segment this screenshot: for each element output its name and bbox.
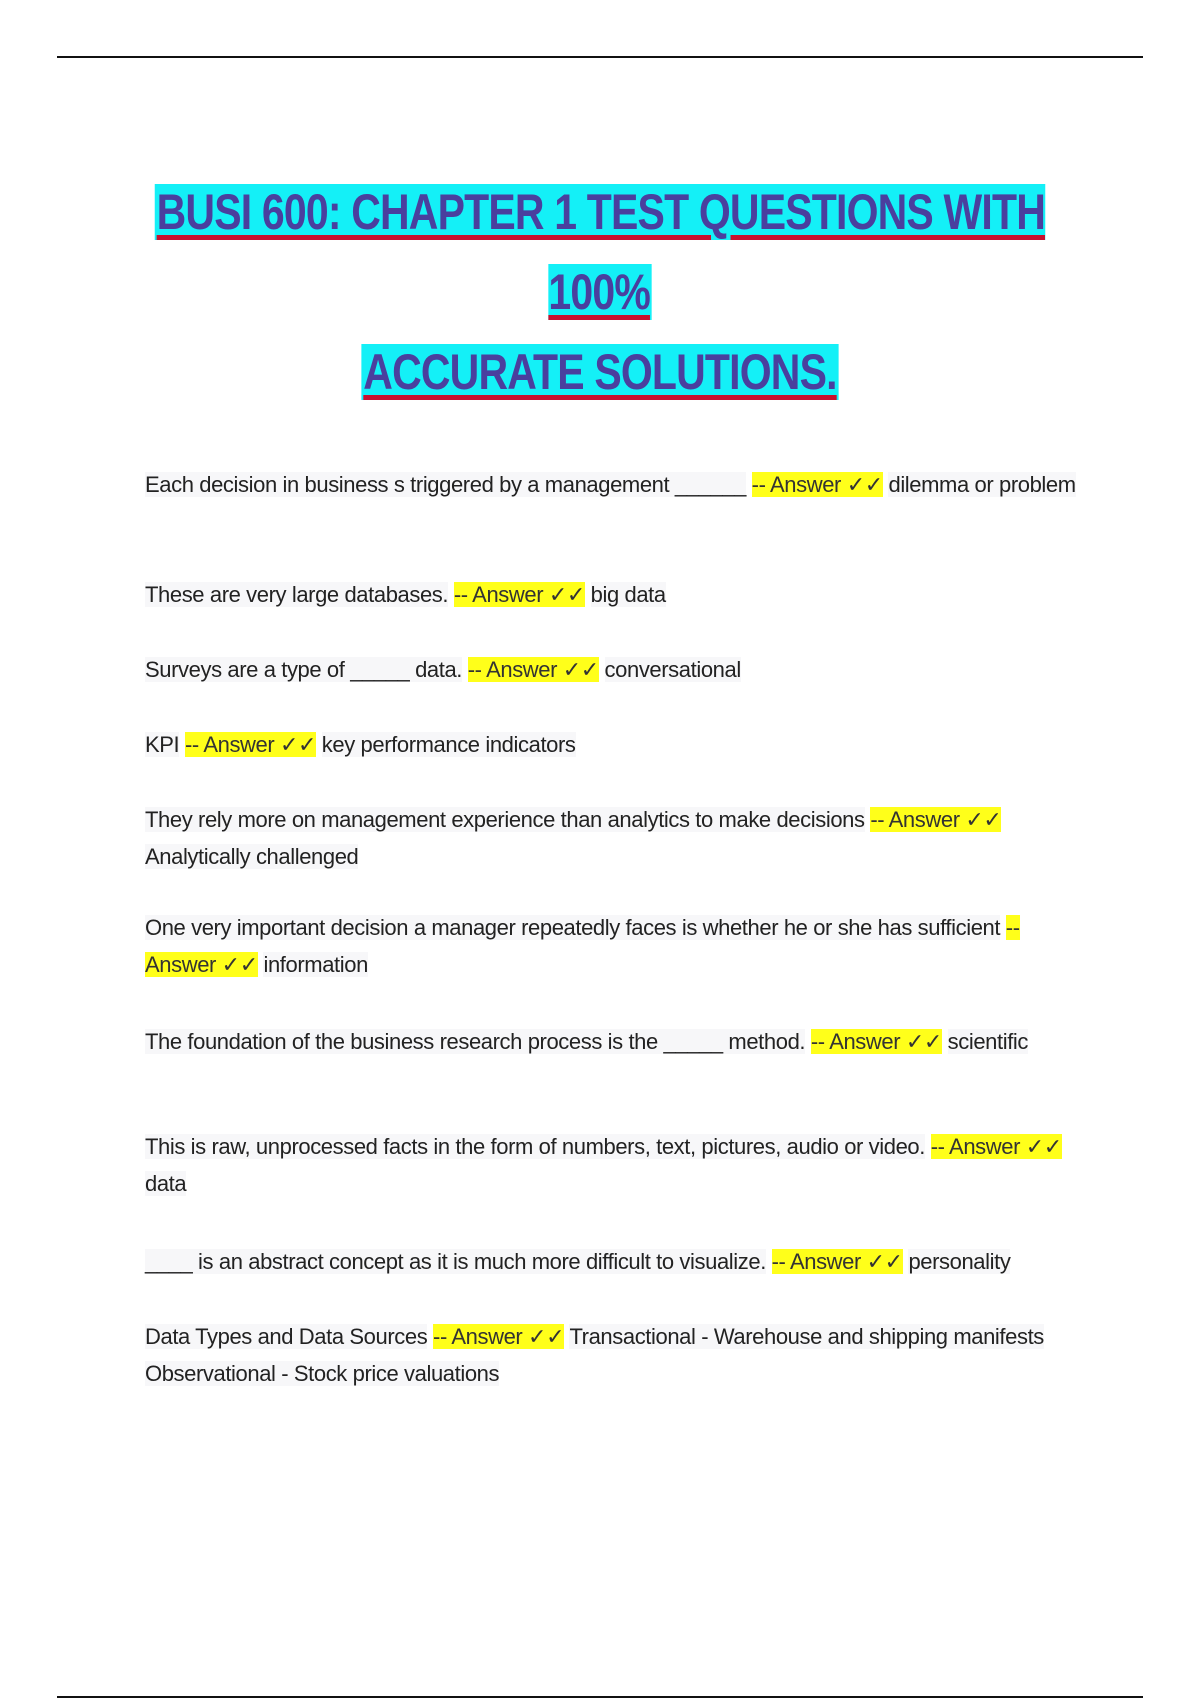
answer-marker: -- Answer ✓✓ [930,1134,1062,1159]
answer: information [263,952,368,977]
answer-marker: -- Answer ✓✓ [145,915,1020,977]
answer-marker: -- Answer ✓✓ [467,657,599,682]
qa-item-1 [145,466,1095,503]
answer-marker: -- Answer ✓✓ [751,472,883,497]
qa-item-6 [145,909,1095,983]
qa-item-3 [145,651,1095,688]
question: Data Types and Data Sources [145,1324,428,1349]
answer-marker: -- Answer ✓✓ [870,807,1002,832]
question: The foundation of the business research process is the _____ method. [145,1029,806,1054]
answer-marker: -- Answer ✓✓ [771,1249,903,1274]
title-line-1: BUSI 600: CHAPTER 1 TEST QUESTIONS WITH 100% [156,184,1046,320]
answer-line-2: Observational - Stock price valuations [145,1361,500,1386]
qa-item-9 [145,1243,1095,1280]
qa-item-10 [145,1318,1095,1392]
question: These are very large databases. [145,582,449,607]
question: They rely more on management experience than analytics to make decisions [145,807,865,832]
document-title [108,172,1092,412]
top-rule [57,56,1143,58]
question: ____ is an abstract concept as it is much more difficult to visualize. [145,1249,766,1274]
answer-marker: -- Answer ✓✓ [433,1324,565,1349]
question: Surveys are a type of _____ data. [145,657,463,682]
answer: Transactional - Warehouse and shipping manifests [569,1324,1044,1349]
question: Each decision in business s triggered by a management ______ [145,472,746,497]
bottom-rule [57,1696,1143,1698]
question: This is raw, unprocessed facts in the form of numbers, text, pictures, audio or video. [145,1134,925,1159]
qa-item-5 [145,801,1095,875]
answer: key performance indicators [321,732,576,757]
qa-item-7 [145,1023,1095,1060]
question: One very important decision a manager repeatedly faces is whether he or she has sufficient [145,915,1001,940]
answer: conversational [604,657,741,682]
qa-item-8 [145,1128,1095,1202]
answer: scientific [947,1029,1029,1054]
answer: Analytically challenged [145,844,359,869]
title-line-2: ACCURATE SOLUTIONS. [363,344,837,400]
qa-item-2 [145,576,1095,613]
answer: dilemma or problem [888,472,1076,497]
answer: data [145,1171,187,1196]
answer: personality [908,1249,1011,1274]
answer: big data [590,582,666,607]
question: KPI [145,732,180,757]
answer-marker: -- Answer ✓✓ [453,582,585,607]
qa-item-4 [145,726,1095,763]
answer-marker: -- Answer ✓✓ [184,732,317,757]
answer-marker: -- Answer ✓✓ [810,1029,942,1054]
